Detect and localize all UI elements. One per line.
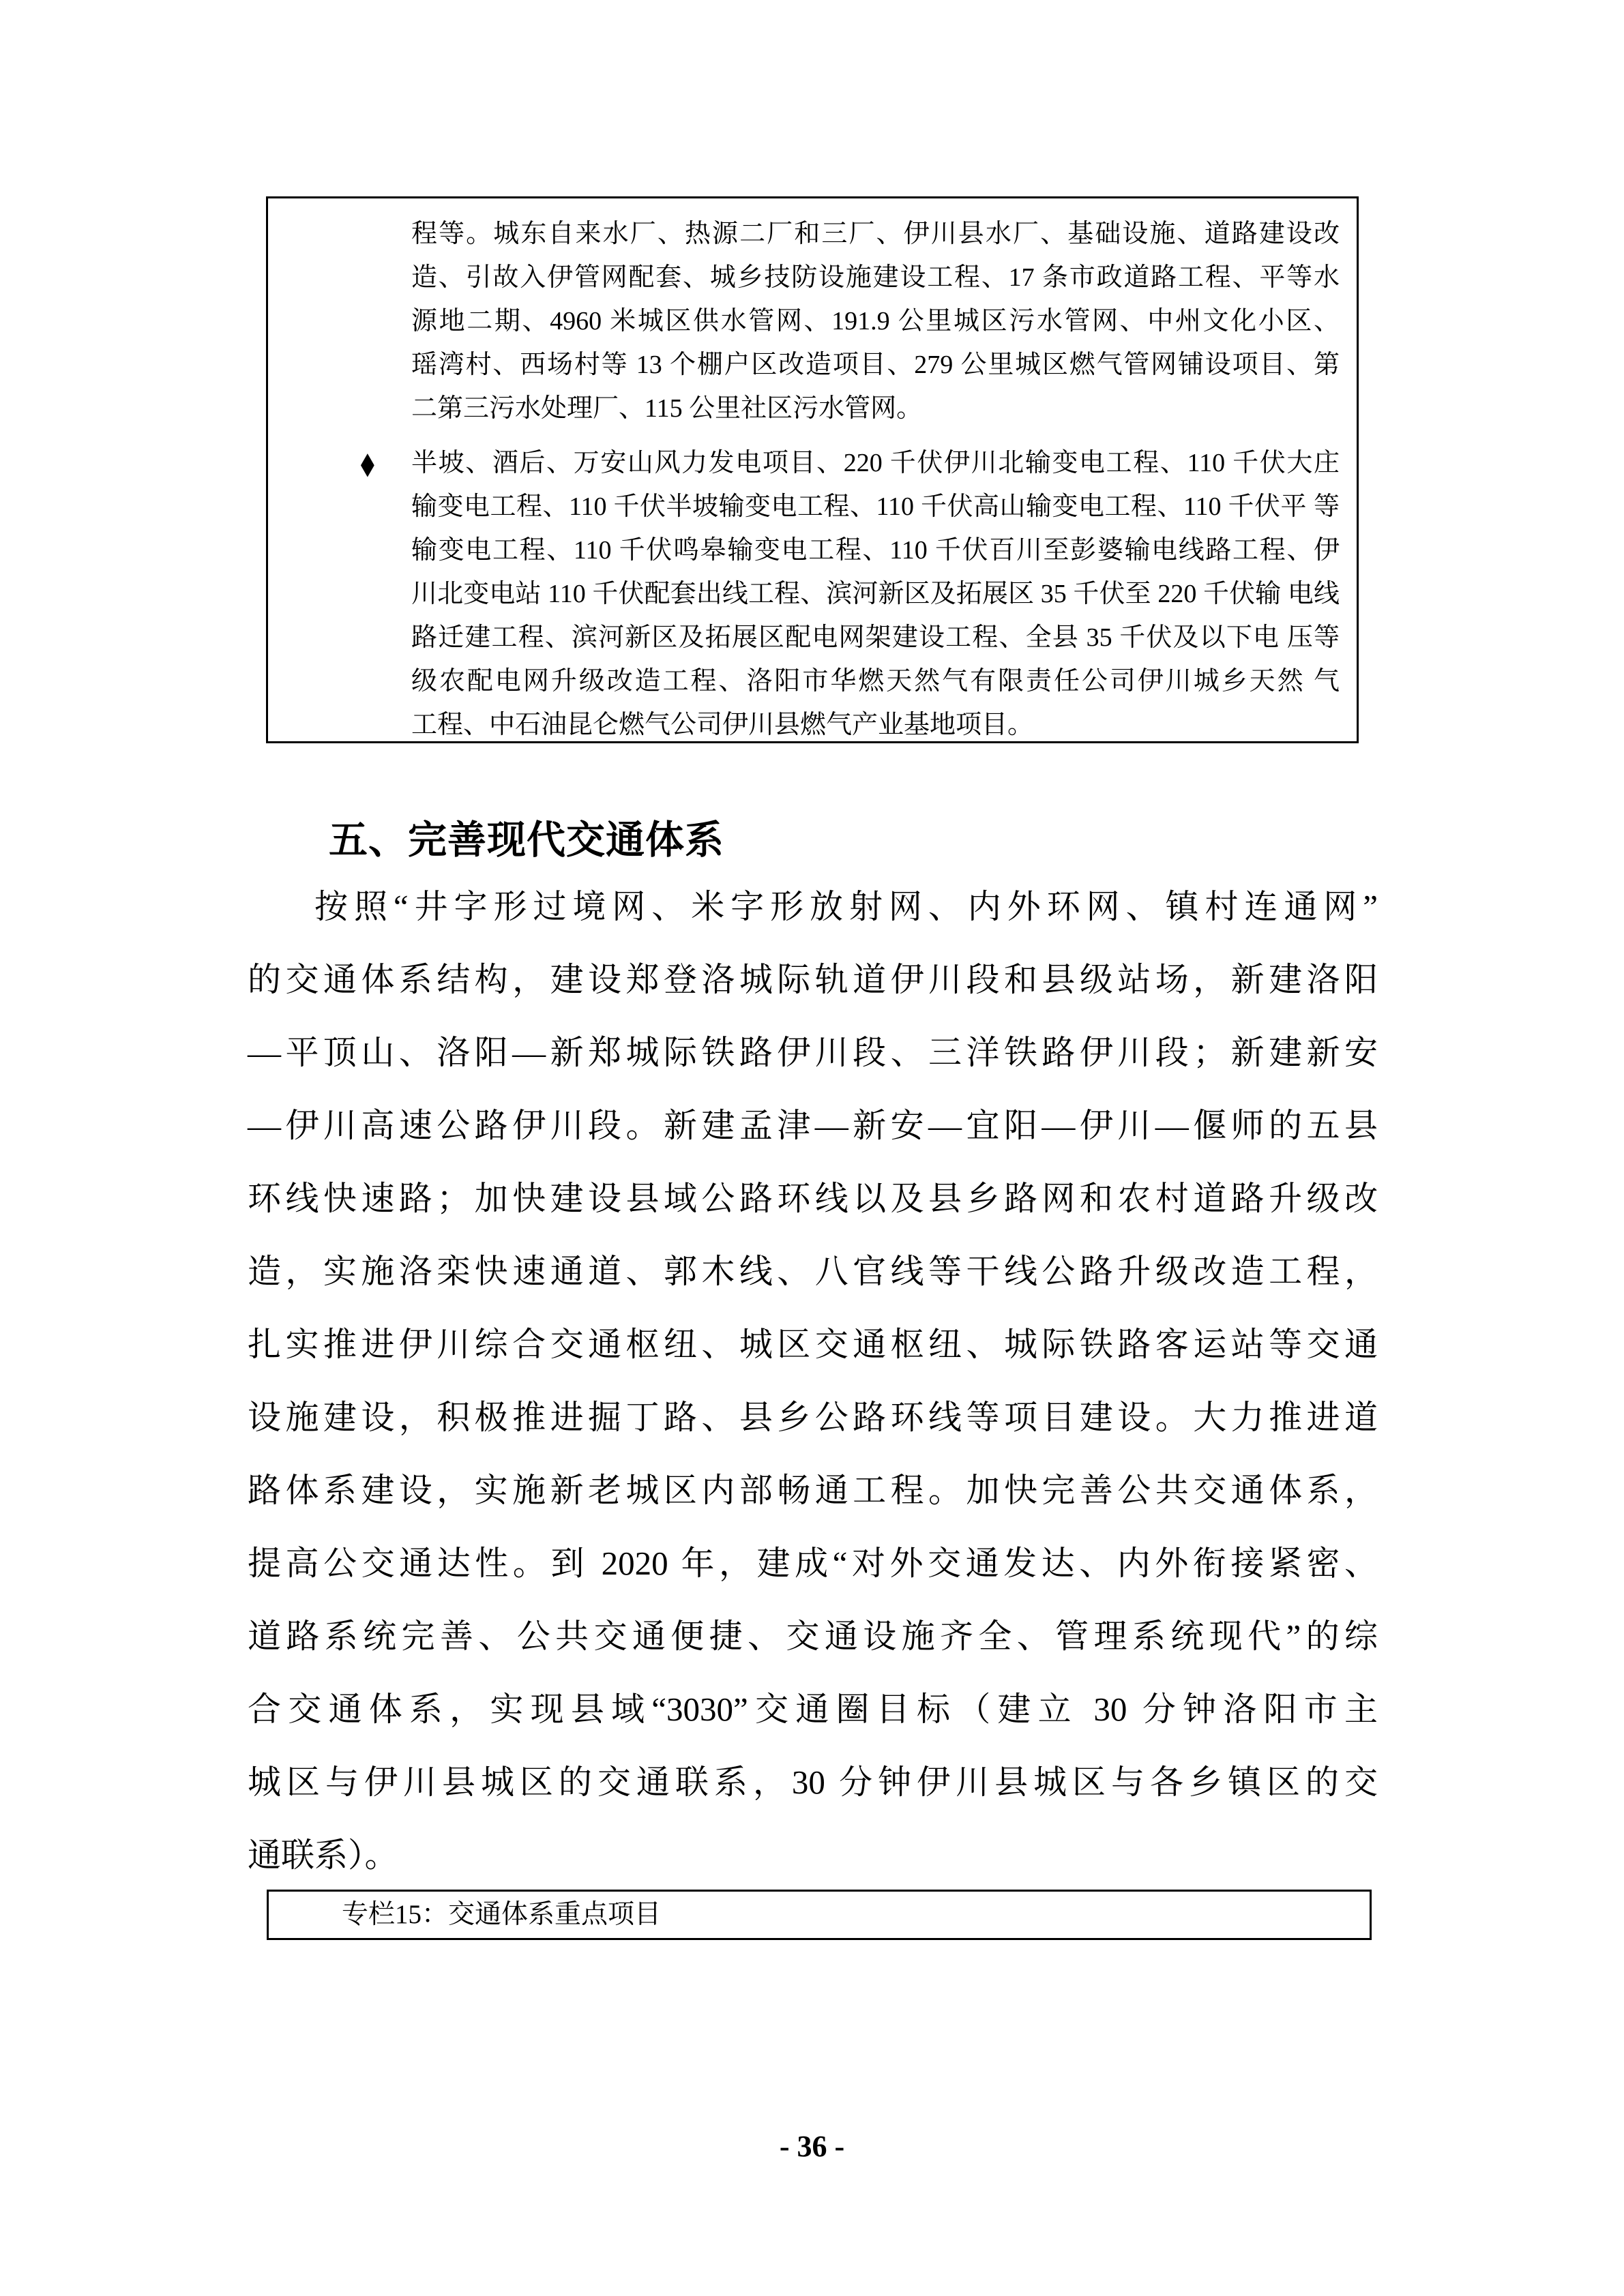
box-text-line: 输变电工程、110 千伏鸣皋输变电工程、110 千伏百川至彭婆输电线路工程、伊 xyxy=(411,536,1340,565)
body-text-line: 造，实施洛栾快速通道、郭木线、八官线等干线公路升级改造工程， xyxy=(248,1253,1378,1290)
callout-paragraph-continuation xyxy=(411,212,1340,430)
body-text-line: —平顶山、洛阳—新郑城际铁路伊川段、三洋铁路伊川段；新建新安 xyxy=(248,1034,1378,1071)
body-text-line: 按照“井字形过境网、米字形放射网、内外环网、镇村连通网” xyxy=(314,888,1378,925)
box-text-line: 源地二期、4960 米城区供水管网、191.9 公里城区污水管网、中州文化小区、 xyxy=(411,307,1340,336)
section-body xyxy=(248,870,1378,1892)
body-text-line: 城区与伊川县城区的交通联系，30 分钟伊川县城区与各乡镇区的交 xyxy=(248,1763,1378,1801)
body-text-line: 的交通体系结构，建设郑登洛城际轨道伊川段和县级站场，新建洛阳 xyxy=(248,961,1378,998)
body-text-line: 通联系）。 xyxy=(248,1836,398,1874)
body-text-line: 提高公交通达性。到 2020 年，建成“对外交通发达、内外衔接紧密、 xyxy=(248,1545,1378,1582)
body-text-line: 道路系统完善、公共交通便捷、交通设施齐全、管理系统现代”的综 xyxy=(248,1617,1378,1655)
box-text-line: 半坡、酒后、万安山风力发电项目、220 千伏伊川北输变电工程、110 千伏大庄 xyxy=(411,449,1340,477)
box-text-line: 程等。城东自来水厂、热源二厂和三厂、伊川县水厂、基础设施、道路建设改 xyxy=(411,220,1340,248)
body-text-line: 合交通体系，实现县域“3030”交通圈目标（建立 30 分钟洛阳市主 xyxy=(248,1690,1378,1728)
callout-bullet-item xyxy=(360,441,1340,747)
body-text-line: 路体系建设，实施新老城区内部畅通工程。加快完善公共交通体系， xyxy=(248,1472,1378,1509)
box-text-line: 二第三污水处理厂、115 公里社区污水管网。 xyxy=(411,394,923,423)
body-text-line: 设施建设，积极推进掘丁路、县乡公路环线等项目建设。大力推进道 xyxy=(248,1399,1378,1436)
box-text-line: 瑶湾村、西场村等 13 个棚户区改造项目、279 公里城区燃气管网铺设项目、第 xyxy=(411,351,1340,379)
box-text-line: 工程、中石油昆仑燃气公司伊川县燃气产业基地项目。 xyxy=(411,711,1034,739)
body-text-line: 扎实推进伊川综合交通枢纽、城区交通枢纽、城际铁路客运站等交通 xyxy=(248,1326,1378,1363)
bullet-diamond-icon: ◆ xyxy=(360,446,374,480)
box-text-line: 级农配电网升级改造工程、洛阳市华燃天然气有限责任公司伊川城乡天然 气 xyxy=(411,667,1340,696)
column15-callout-box xyxy=(267,1890,1372,1940)
box-text-line: 路迁建工程、滨河新区及拓展区配电网架建设工程、全县 35 千伏及以下电 压等 xyxy=(411,623,1340,652)
column15-label: 专栏15：交通体系重点项目 xyxy=(342,1900,662,1929)
page-number: - 36 - xyxy=(779,2130,845,2163)
project-callout-box xyxy=(266,196,1359,743)
box-text-line: 川北变电站 110 千伏配套出线工程、滨河新区及拓展区 35 千伏至 220 千伏输 电线 xyxy=(411,580,1340,608)
box-text-line: 输变电工程、110 千伏半坡输变电工程、110 千伏高山输变电工程、110 千伏平 等 xyxy=(411,492,1340,521)
body-text-line: —伊川高速公路伊川段。新建孟津—新安—宜阳—伊川—偃师的五县 xyxy=(248,1107,1378,1144)
project-callout-content xyxy=(360,212,1340,747)
section-heading: 五、完善现代交通体系 xyxy=(329,818,724,862)
body-text-line: 环线快速路；加快建设县域公路环线以及县乡路网和农村道路升级改 xyxy=(248,1180,1378,1217)
box-text-line: 造、引故入伊管网配套、城乡技防设施建设工程、17 条市政道路工程、平等水 xyxy=(411,263,1340,292)
